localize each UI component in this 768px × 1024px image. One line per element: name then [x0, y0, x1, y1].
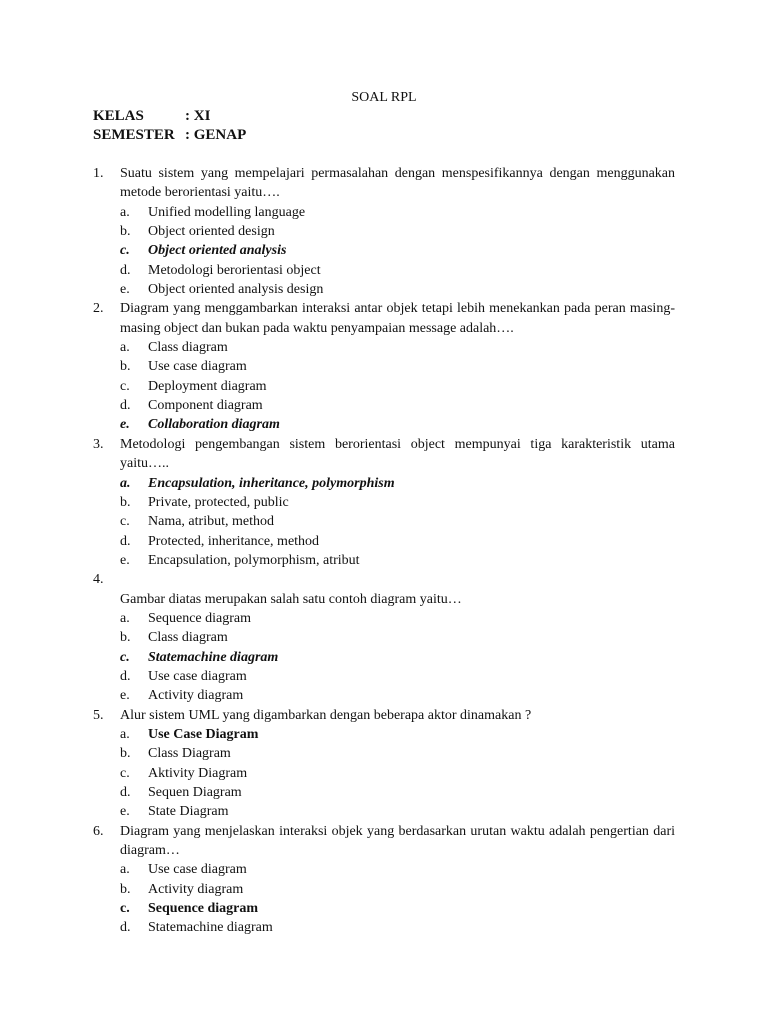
option-letter: c.	[120, 765, 130, 781]
semester-label: SEMESTER	[93, 127, 175, 143]
option-c-correct	[93, 648, 675, 667]
question-number: 2.	[93, 301, 104, 317]
question-text: Metodologi pengembangan sistem berorientasi object mempunyai tiga karakteristik utama yaitu…..	[120, 436, 675, 472]
option-b	[93, 744, 675, 763]
option-e	[93, 686, 675, 705]
option-a	[93, 338, 675, 357]
option-b	[93, 493, 675, 512]
question-6	[93, 822, 675, 938]
option-text: Nama, atribut, method	[148, 514, 274, 530]
question-number: 3.	[93, 436, 104, 452]
option-e	[93, 551, 675, 570]
option-letter: a.	[120, 475, 131, 491]
option-letter: e.	[120, 417, 130, 433]
option-d	[93, 261, 675, 280]
question-4	[93, 570, 675, 705]
option-e-correct	[93, 415, 675, 434]
option-letter: d.	[120, 920, 131, 936]
option-text: Activity diagram	[148, 881, 244, 897]
option-letter: b.	[120, 630, 131, 646]
option-a	[93, 860, 675, 879]
option-text: Object oriented analysis design	[148, 282, 324, 298]
option-c-correct	[93, 899, 675, 918]
option-b	[93, 880, 675, 899]
option-letter: d.	[120, 262, 131, 278]
option-b	[93, 222, 675, 241]
option-text: Use case diagram	[148, 862, 247, 878]
option-letter: c.	[120, 378, 130, 394]
option-text: Use case diagram	[148, 359, 247, 375]
option-d	[93, 396, 675, 415]
option-letter: a.	[120, 726, 130, 742]
option-e	[93, 802, 675, 821]
option-letter: d.	[120, 533, 131, 549]
question-text: Gambar diatas merupakan salah satu contoh diagram yaitu…	[120, 591, 462, 607]
kelas-line	[93, 107, 210, 126]
option-d	[93, 532, 675, 551]
option-text: Activity diagram	[148, 688, 244, 704]
option-c-correct	[93, 241, 675, 260]
option-a-correct	[93, 474, 675, 493]
kelas-value: : XI	[185, 108, 211, 124]
option-d	[93, 667, 675, 686]
option-text: Statemachine diagram	[148, 649, 279, 665]
option-b	[93, 357, 675, 376]
semester-value: : GENAP	[185, 127, 247, 143]
option-e	[93, 280, 675, 299]
option-text: State Diagram	[148, 804, 229, 820]
option-letter: d.	[120, 785, 131, 800]
kelas-label: KELAS	[93, 108, 144, 124]
option-text: Class diagram	[148, 340, 228, 356]
option-letter: a.	[120, 340, 130, 356]
option-letter: c.	[120, 901, 130, 917]
option-text: Metodologi berorientasi object	[148, 262, 321, 278]
option-text: Encapsulation, inheritance, polymorphism	[148, 475, 395, 491]
option-d	[93, 918, 675, 937]
option-letter: d.	[120, 398, 131, 414]
option-text: Aktivity Diagram	[148, 765, 248, 781]
option-letter: b.	[120, 881, 131, 897]
question-text: Diagram yang menjelaskan interaksi objek yang berdasarkan urutan waktu adalah pengertian dari diagram…	[120, 823, 675, 859]
option-a-correct	[93, 725, 675, 744]
option-letter: b.	[120, 494, 131, 510]
option-a	[93, 609, 675, 628]
option-b	[93, 628, 675, 647]
option-text: Class Diagram	[148, 746, 231, 762]
option-letter: c.	[120, 243, 130, 259]
option-text: Component diagram	[148, 398, 263, 414]
question-2	[93, 299, 675, 434]
option-letter: d.	[120, 668, 131, 684]
option-letter: c.	[120, 649, 130, 665]
question-5	[93, 706, 675, 822]
option-text: Private, protected, public	[148, 494, 289, 510]
option-text: Use case diagram	[148, 668, 247, 684]
option-letter: c.	[120, 514, 130, 530]
question-text: Alur sistem UML yang digambarkan dengan beberapa aktor dinamakan ?	[120, 707, 532, 723]
option-text: Class diagram	[148, 630, 228, 646]
option-letter: a.	[120, 862, 130, 878]
question-text: Diagram yang menggambarkan interaksi antar objek tetapi lebih menekankan pada peran masing-masing object dan bukan pada waktu penyampaian message adalah….	[120, 301, 675, 336]
option-text: Object oriented design	[148, 224, 275, 240]
question-3	[93, 435, 675, 570]
option-c	[93, 512, 675, 531]
question-number: 6.	[93, 823, 104, 839]
option-text: Statemachine diagram	[148, 920, 273, 936]
question-number: 5.	[93, 707, 104, 723]
option-text: Protected, inheritance, method	[148, 533, 320, 549]
option-letter: a.	[120, 204, 130, 220]
option-a	[93, 203, 675, 222]
option-text: Object oriented analysis	[148, 243, 287, 259]
option-c	[93, 764, 675, 783]
option-text: Sequence diagram	[148, 610, 252, 626]
option-c	[93, 377, 675, 396]
option-letter: e.	[120, 282, 130, 298]
option-text: Encapsulation, polymorphism, atribut	[148, 552, 360, 568]
option-letter: a.	[120, 610, 130, 626]
question-1	[93, 164, 675, 299]
question-number: 1.	[93, 166, 104, 181]
option-letter: e.	[120, 804, 130, 820]
option-letter: e.	[120, 552, 130, 568]
option-letter: b.	[120, 224, 131, 240]
semester-line	[93, 126, 246, 145]
question-text: Suatu sistem yang mempelajari permasalahan dengan menspesifikannya dengan menggunakan metode berorientasi yaitu….	[120, 166, 675, 201]
option-text: Deployment diagram	[148, 378, 267, 394]
document-title: SOAL RPL	[351, 90, 417, 105]
option-letter: e.	[120, 688, 130, 704]
option-letter: b.	[120, 746, 131, 762]
option-text: Use Case Diagram	[148, 726, 259, 742]
option-text: Collaboration diagram	[148, 417, 280, 433]
option-text: Sequen Diagram	[148, 785, 242, 800]
option-text: Unified modelling language	[148, 204, 306, 220]
option-d	[93, 783, 675, 802]
option-letter: b.	[120, 359, 131, 375]
option-text: Sequence diagram	[148, 901, 259, 917]
question-number: 4.	[93, 572, 104, 588]
question-list	[93, 164, 675, 938]
